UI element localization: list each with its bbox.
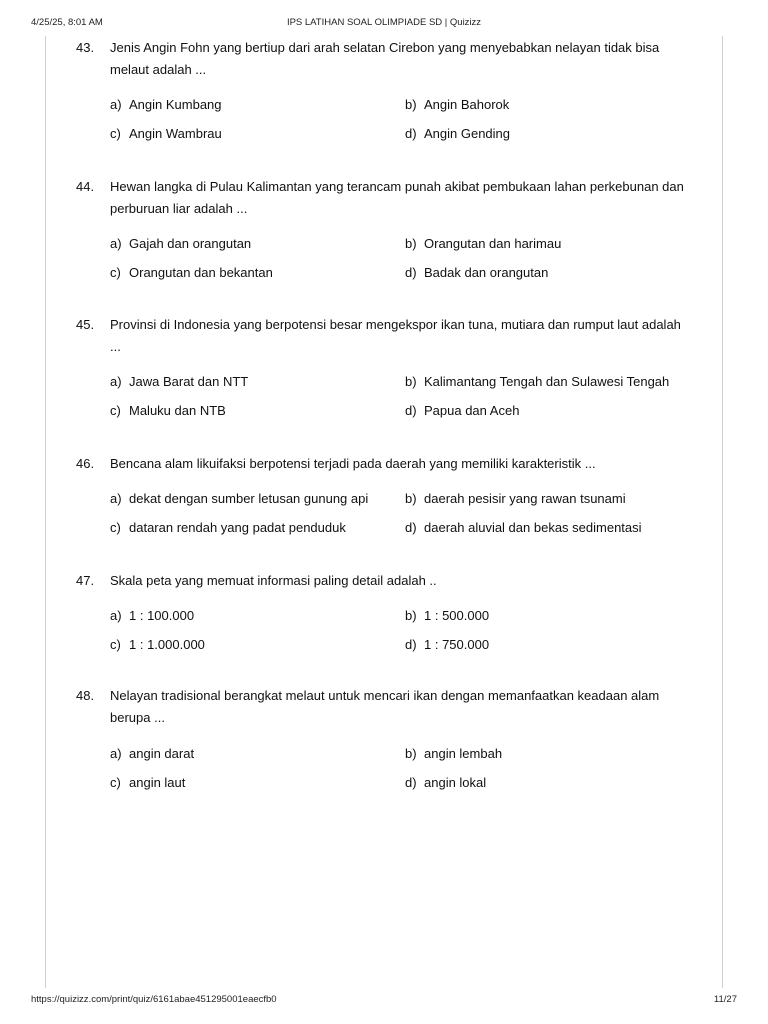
option-text: Angin Kumbang — [129, 97, 222, 112]
option-text: Papua dan Aceh — [424, 403, 520, 418]
option-letter: c) — [110, 775, 121, 790]
option-d — [405, 402, 519, 420]
question-text: Hewan langka di Pulau Kalimantan yang terancam punah akibat pembukaan lahan perkebunan dan perburuan liar adalah ... — [110, 179, 684, 216]
option-letter: b) — [405, 97, 417, 112]
page-border-right — [722, 36, 723, 988]
option-d — [405, 264, 548, 282]
option-letter: a) — [110, 491, 122, 506]
option-letter: b) — [405, 374, 417, 389]
question-number: 44. — [76, 179, 95, 194]
option-text: 1 : 750.000 — [424, 637, 490, 652]
option-text: Angin Bahorok — [424, 97, 510, 112]
option-letter: b) — [405, 608, 417, 623]
option-a — [110, 373, 248, 391]
question-number: 47. — [76, 573, 95, 588]
option-b — [405, 235, 561, 253]
option-d — [405, 125, 510, 143]
option-letter: d) — [405, 520, 417, 535]
option-b — [405, 373, 669, 391]
option-c — [110, 636, 205, 654]
option-a — [110, 96, 222, 114]
option-a — [110, 745, 194, 763]
option-b — [405, 96, 509, 114]
question-text: Provinsi di Indonesia yang berpotensi besar mengekspor ikan tuna, mutiara dan rumput laut adalah ... — [110, 317, 681, 354]
page-number: 11/27 — [713, 994, 737, 1005]
option-letter: b) — [405, 491, 417, 506]
option-letter: c) — [110, 637, 121, 652]
option-text: angin darat — [129, 746, 195, 761]
page-url: https://quizizz.com/print/quiz/6161abae451295001eaecfb0 — [31, 994, 277, 1005]
option-letter: b) — [405, 746, 417, 761]
option-c — [110, 774, 185, 792]
question-number: 43. — [76, 40, 95, 55]
option-letter: c) — [110, 403, 121, 418]
option-text: Maluku dan NTB — [129, 403, 226, 418]
option-b — [405, 607, 489, 625]
option-letter: b) — [405, 236, 417, 251]
option-text: 1 : 100.000 — [129, 608, 195, 623]
option-text: daerah aluvial dan bekas sedimentasi — [424, 520, 642, 535]
option-text: Badak dan orangutan — [424, 265, 549, 280]
option-letter: c) — [110, 265, 121, 280]
option-a — [110, 607, 194, 625]
option-text: dekat dengan sumber letusan gunung api — [129, 491, 369, 506]
print-header — [0, 0, 768, 30]
option-text: Gajah dan orangutan — [129, 236, 252, 251]
option-c — [110, 519, 346, 537]
option-d — [405, 774, 486, 792]
option-letter: d) — [405, 403, 417, 418]
option-d — [405, 519, 642, 537]
question-number: 45. — [76, 317, 95, 332]
option-c — [110, 264, 273, 282]
question-text: Bencana alam likuifaksi berpotensi terjadi pada daerah yang memiliki karakteristik ... — [110, 456, 596, 471]
option-letter: a) — [110, 236, 122, 251]
option-a — [110, 490, 368, 508]
option-letter: a) — [110, 746, 122, 761]
option-letter: d) — [405, 775, 417, 790]
option-letter: a) — [110, 608, 122, 623]
option-b — [405, 490, 626, 508]
option-text: daerah pesisir yang rawan tsunami — [424, 491, 626, 506]
option-text: Angin Wambrau — [129, 126, 222, 141]
option-text: Jawa Barat dan NTT — [129, 374, 249, 389]
option-a — [110, 235, 251, 253]
question-text: Jenis Angin Fohn yang bertiup dari arah selatan Cirebon yang menyebabkan nelayan tidak bisa melaut adalah ... — [110, 40, 660, 77]
option-text: Kalimantang Tengah dan Sulawesi Tengah — [424, 374, 670, 389]
option-letter: c) — [110, 520, 121, 535]
option-text: Angin Gending — [424, 126, 511, 141]
option-c — [110, 125, 222, 143]
option-c — [110, 402, 226, 420]
question-text: Nelayan tradisional berangkat melaut untuk mencari ikan dengan memanfaatkan keadaan alam berupa ... — [110, 688, 660, 725]
option-text: 1 : 500.000 — [424, 608, 490, 623]
option-text: Orangutan dan bekantan — [129, 265, 273, 280]
option-letter: d) — [405, 126, 417, 141]
option-b — [405, 745, 502, 763]
option-d — [405, 636, 489, 654]
option-text: angin laut — [129, 775, 186, 790]
question-number: 46. — [76, 456, 95, 471]
option-letter: c) — [110, 126, 121, 141]
option-letter: d) — [405, 265, 417, 280]
option-text: 1 : 1.000.000 — [129, 637, 205, 652]
option-text: dataran rendah yang padat penduduk — [129, 520, 346, 535]
option-letter: a) — [110, 374, 122, 389]
document-title: IPS LATIHAN SOAL OLIMPIADE SD | Quizizz — [286, 17, 482, 28]
question-number: 48. — [76, 688, 95, 703]
option-letter: d) — [405, 637, 417, 652]
question-text: Skala peta yang memuat informasi paling detail adalah .. — [110, 573, 437, 588]
page-border-left — [45, 36, 46, 988]
option-text: angin lokal — [424, 775, 487, 790]
option-text: Orangutan dan harimau — [424, 236, 562, 251]
option-letter: a) — [110, 97, 122, 112]
option-text: angin lembah — [424, 746, 503, 761]
print-date: 4/25/25, 8:01 AM — [31, 17, 103, 28]
